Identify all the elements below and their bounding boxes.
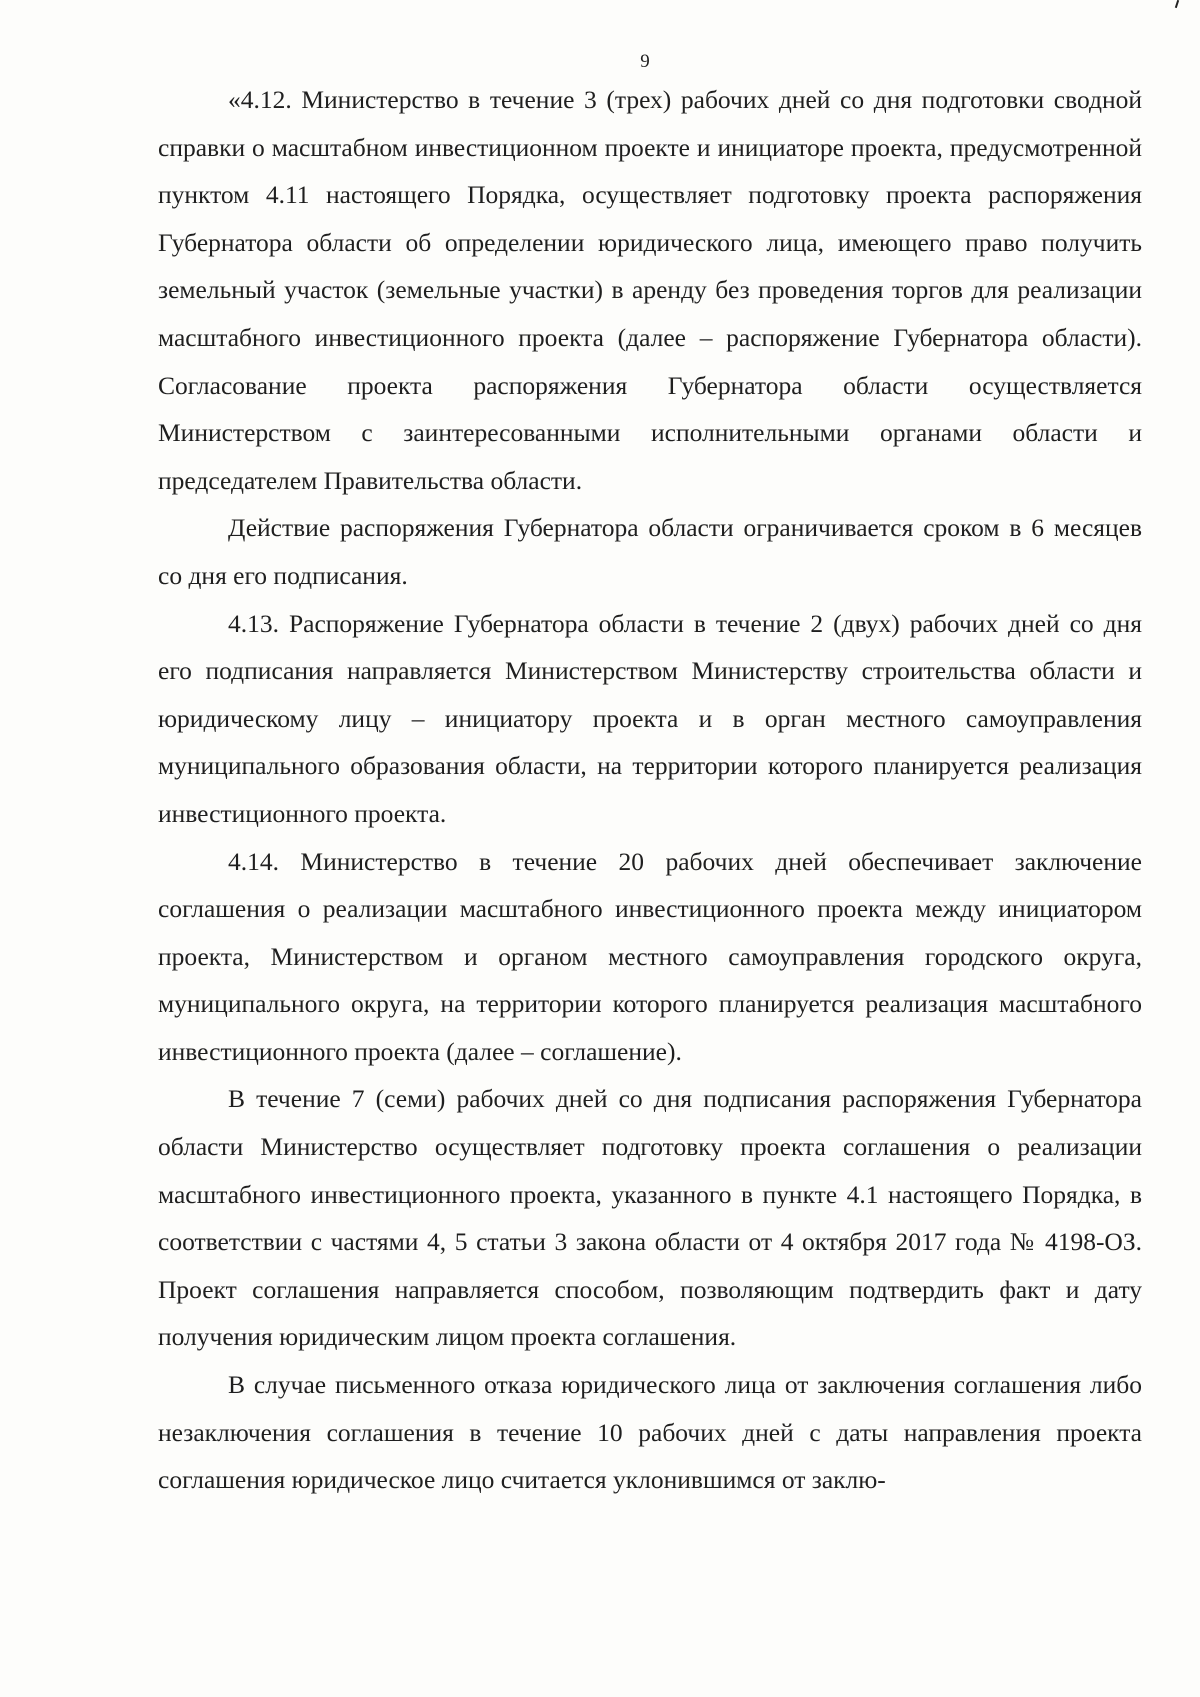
paragraph-refusal-case: В случае письменного отказа юридического лица от заключения соглашения либо незаключения соглашения в течение 10 рабочих дней с даты направления проекта соглашения юридическое лицо считается уклонившимся от заклю- [158,1370,1142,1495]
paragraph-order-validity: Действие распоряжения Губернатора области ограничивается сроком в 6 месяцев со дня его подписания. [158,513,1142,590]
paragraph-agreement-preparation: В течение 7 (семи) рабочих дней со дня подписания распоряжения Губернатора области Министерство осуществляет подготовку проекта соглашения о реализации масштабного инвестиционного проекта, указанного в пункте 4.1 настоящего Порядка, в соответствии с частями 4, 5 статьи 3 закона области от 4 октября 2017 года № 4198-ОЗ. Проект соглашения направляется способом, позволяющим подтвердить факт и дату получения юридическим лицом проекта соглашения. [158,1084,1142,1352]
page-number: 9 [640,51,650,72]
document-body [158,76,1142,1504]
paragraph-4-14: 4.14. Министерство в течение 20 рабочих дней обеспечивает заключение соглашения о реализации масштабного инвестиционного проекта между инициатором проекта, Министерством и органом местного самоуправления городского округа, муниципального округа, на территории которого планируется реализация масштабного инвестиционного проекта (далее – соглашение). [158,846,1142,1066]
paragraph-4-12: «4.12. Министерство в течение 3 (трех) рабочих дней со дня подготовки сводной справки о масштабном инвестиционном проекте и инициаторе проекта, предусмотренной пунктом 4.11 настоящего Порядка, осуществляет подготовку проекта распоряжения Губернатора области об определении юридического лица, имеющего право получить земельный участок (земельные участки) в аренду без проведения торгов для реализации масштабного инвестиционного проекта (далее – распоряжение Губернатора области). Согласование проекта распоряжения Губернатора области осуществляется Министерством с заинтересованными исполнительными органами области и председателем Правительства области. [158,85,1142,495]
paragraph-4-13: 4.13. Распоряжение Губернатора области в течение 2 (двух) рабочих дней со дня его подписания направляется Министерством Министерству строительства области и юридическому лицу – инициатору проекта и в орган местного самоуправления муниципального образования области, на территории которого планируется реализация инвестиционного проекта. [158,608,1142,828]
corner-mark [1175,0,1179,8]
